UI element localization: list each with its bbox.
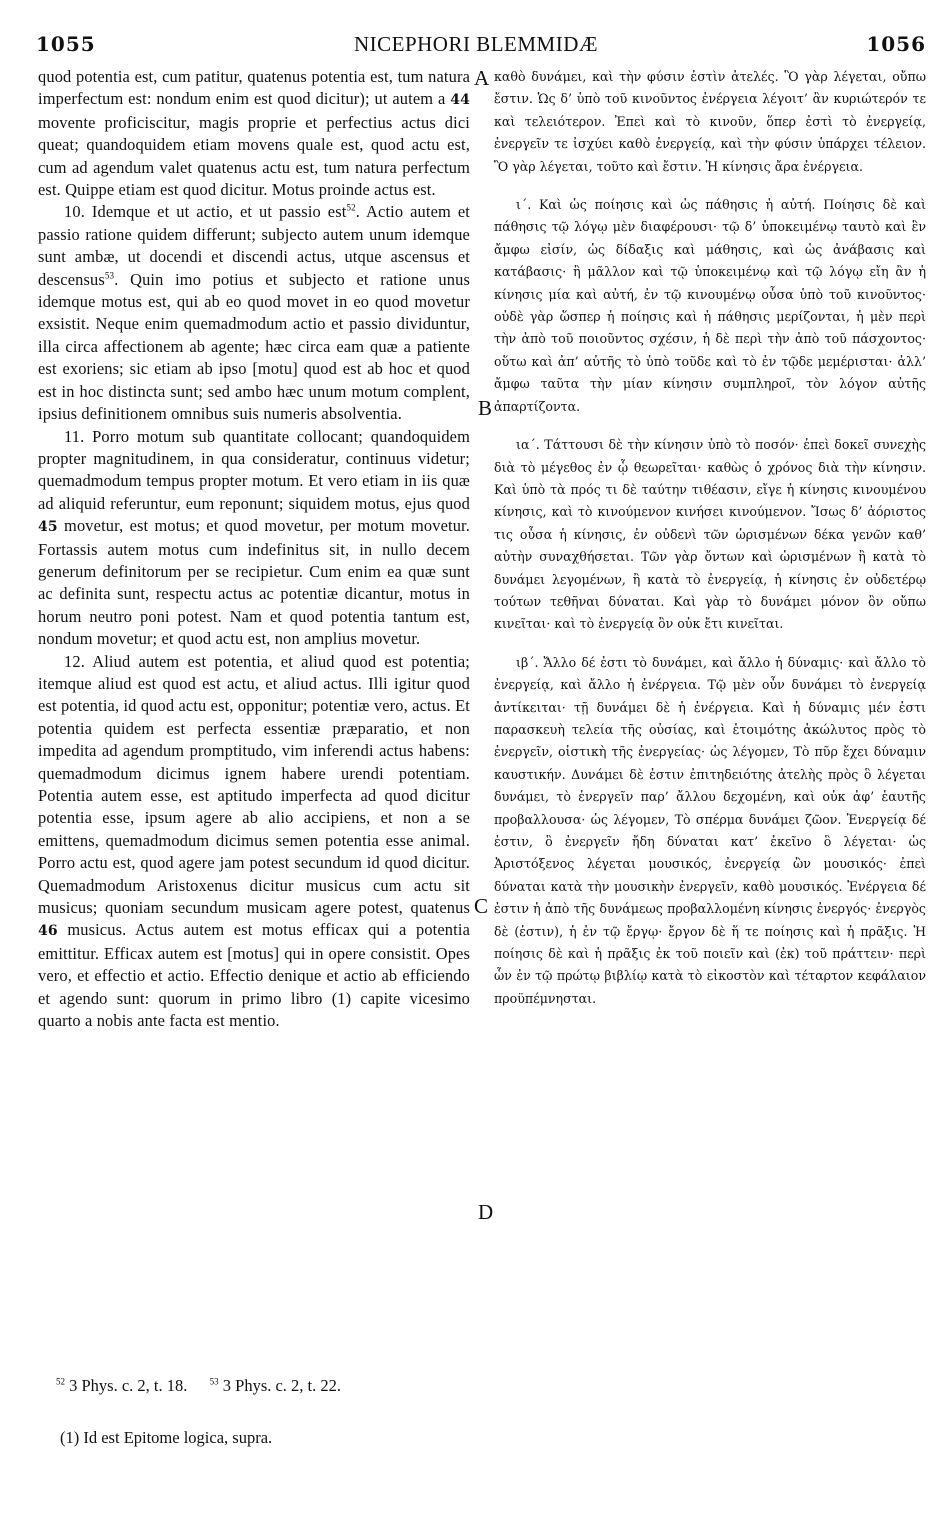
marginal-number-44: 44 <box>450 92 470 109</box>
latin-column <box>38 66 470 1032</box>
footnote-53: 3 Phys. c. 2, t. 22. <box>222 1376 342 1395</box>
running-title: NICEPHORI BLEMMIDÆ <box>353 32 599 56</box>
page-header <box>0 10 952 56</box>
margin-letter-d: D <box>478 1200 494 1224</box>
footnote-ref-53: 53 <box>104 270 115 281</box>
right-page-number: 1056 <box>866 32 926 56</box>
greek-paragraph-10: ι΄. Καὶ ὡς ποίησις καὶ ὡς πάθησις ἡ αὐτή. Ποίησις δὲ καὶ πάθησις τῷ λόγῳ μὲν διαφέρουσι· τῷ δ’ ὑποκειμένῳ ταυτὸ καὶ ἓν ἄμφω εἰσίν, ὡς δίδαξις καὶ μάθησις, καὶ ὡς ἀνάβασις καὶ κατάβασις· ἢ μᾶλλον καὶ τῷ ὑποκειμένῳ καὶ τῷ λόγῳ εἴη ἂν ἡ κίνησις μία καὶ αὐτή, ἐν τῷ κινουμένῳ οὖσα ὑπὸ τοῦ κινοῦντος· οὐδὲ γὰρ ὥσπερ ἡ ποίησις καὶ ἡ πάθησις μερίζονται, ἡ μὲν περὶ τὴν ἀπὸ τοῦ ποιοῦντος σχέσιν, ἡ δὲ περὶ τὴν ἀπὸ τοῦ πάσχοντος· οὕτω καὶ ἀπ’ αὐτῆς τὸ ὑπὸ τοῦδε καὶ τὸ ἐν τῷδε μεμέρισται· ἀλλ’ ἄμφω ταῦτα τὴν μίαν κίνησιν συμπληροῖ, τὸν λόγον αὐτῆς ἀπαρτίζοντα. <box>494 197 926 414</box>
margin-letter-a: A <box>474 66 490 90</box>
footnote-52: 3 Phys. c. 2, t. 18. <box>69 1376 188 1395</box>
footnote-ref-52: 52 <box>346 202 356 213</box>
latin-paragraph-11: 11. Porro motum sub quantitate collocant; quandoquidem propter magnitudinem, in qua consideratur, continuus videtur; quemadmodum tempus propter motum. Et vero etiam in iis quæ ad aliquid referuntur, eum reponunt; siquidem motus, ejus quod 45 movetur, est motus; et quod movetur, per motum movetur. Fortassis autem motus cum indefinitus sit, in nullo decem generum definitorum per se recipietur. Cum enim ea quæ sunt ac definita sunt, respectu actus ac potentiæ dicantur, motus in horum neutro poni potest. Nam et quod potentia tantum est, nondum movetur; et quod actu est, non amplius movetur. <box>38 426 470 649</box>
marginal-number-46: 46 <box>38 923 58 940</box>
greek-column <box>494 66 926 1010</box>
footnotes-phys <box>56 1376 341 1396</box>
latin-paragraph-12: 12. Aliud autem est potentia, et aliud quod est potentia; itemque aliud est quod est actu, et aliud actus. Illi igitur quod est potentia, id quod actu est, opponitur; potentiæ vero, actus. Et potentia quidem est perfecta essentiæ præparatio, et non impedita ad agendum promptitudo, vim inferendi actus habens: quemadmodum dicimus ignem habere urendi potentiam. Potentia autem esse, est aptitudo imperfecta ad quod dicitur potentia esse, ipsum agere ab alio accipiens, et non a se emittens, quemadmodum dicimus semen potentia esse animal. Porro actu est, quod agere jam potest secundum id quod dicitur. Quemadmodum Aristoxenus dicitur musicus cum actu sit musicus; quoniam secundum musicam agere potest, quatenus 46 musicus. Actus autem est motus efficax qui a potentia emittitur. Efficax autem est [motus] qui in opere consistit. Opes vero, et effectio et actio. Effectio denique et actio ab efficiendo et agendo sunt: quorum in primo libro (1) capite vicesimo quarto a nobis ante facta est mentio. <box>38 651 470 1031</box>
margin-letter-b: B <box>478 396 493 420</box>
footnote-mark-52: 52 <box>56 1376 65 1387</box>
latin-paragraph-10: 10. Idemque et ut actio, et ut passio est$^{52}$. Actio autem et passio ratione quidem differunt; subjecto autem unum idemque sunt ambæ, ut docendi et discendi actus, utque ascensus et descensus$^{53}$. Quin imo potius et subjecto et ratione unus idemque motus est, qui ab eo quod movet in eo quod movetur exsistit. Neque enim quemadmodum actio et passio dividuntur, illa circa affectionem ab agente; hæc circa eam quæ a patiente est exoriens; sic etiam ab ipso [motu] quod est ab hoc et quod est in hoc distincta sunt; sed ambo hæc unum motum complent, ipsius definitionem omnibus suis numeris absolventia. <box>38 202 470 424</box>
latin-paragraph-1: quod potentia est, cum patitur, quatenus potentia est, tum natura imperfectum est: nondum enim est quod dicitur); ut autem a 44 movente proficiscitur, magis proprie et perfectius actus dici queat; quandoquidem etiam movens quale est, quod actu est, cum ad agendum valet quatenus actu est, tum natura perfectum est. Quippe etiam est quod dicitur. Motus proinde actus est. <box>38 67 470 200</box>
greek-paragraph-12: ιβ΄. Ἄλλο δέ ἐστι τὸ δυνάμει, καὶ ἄλλο ἡ δύναμις· καὶ ἄλλο τὸ ἐνεργείᾳ, καὶ ἄλλο ἡ ἐνέργεια. Τῷ μὲν οὖν δυνάμει τὸ ἐνεργείᾳ ἀντίκειται· τῇ δυνάμει δὲ ἡ ἐνέργεια. Καὶ ἡ δύναμις μέν ἐστι παρασκευὴ τελεία τῆς οὐσίας, καὶ ἑτοιμότης ἀκώλυτος πρὸς τὸ ἐνεργεῖν, οἰστικὴ τῆς ἐνεργείας· ὡς λέγομεν, Τὸ πῦρ ἔχει δύναμιν καυστικήν. Δυνάμει δὲ ἐστιν ἐπιτηδειότης ἀτελὴς πρὸς ὃ λέγεται δυνάμει, τὸ ἐνεργεῖν παρ’ ἄλλου δεχομένη, καὶ οὐκ ἀφ’ ἑαυτῆς προβαλλουσα· ὡς λέγομεν, Τὸ σπέρμα δυνάμει ζῶον. Ἐνεργείᾳ δέ ἐστιν, ὃ ἐνεργεῖν ἤδη δύναται κατ’ ἐκεῖνο ὃ λέγεται· ὡς Ἀριστόξενος λέγεται μουσικός, ἐνεργείᾳ ὢν μουσικός· ἐπεὶ δύναται κατὰ τὴν μουσικὴν ἐνεργεῖν, καθὸ μουσικός. Ἐνέργεια δέ ἐστιν ἡ ἀπὸ τῆς δυνάμεως προβαλλομένη κίνησις ἐνεργός· ἐνεργὸς δὲ (ἐστιν), ἡ ἐν τῷ ἔργῳ· ἔργον δὲ ἥ τε ποίησις καὶ ἡ πρᾶξις. Ἡ ποίησις δὲ καὶ ἡ πρᾶξις ἐκ τοῦ ποιεῖν καὶ (ἐκ) τοῦ πράττειν· περὶ ὧν ἐν τῷ πρώτῳ βιβλίῳ κατὰ τὸ εἰκοστὸν καὶ τέταρτον κεφάλαιον προϋπέμνησται. <box>494 654 926 1006</box>
footnote-1: (1) Id est Epitome logica, supra. <box>60 1428 273 1447</box>
left-page-number: 1055 <box>36 32 96 56</box>
marginal-number-45: 45 <box>38 519 58 536</box>
greek-paragraph-11: ια΄. Τάττουσι δὲ τὴν κίνησιν ὑπὸ τὸ ποσόν· ἐπεὶ δοκεῖ συνεχὴς διὰ τὸ μέγεθος ἐν ᾧ θεωρεῖται· καθὼς ὁ χρόνος διὰ τὴν κίνησιν. Καὶ ὑπὸ τὰ πρός τι δὲ ταύτην τιθέασιν, εἴγε ἡ κίνησις κινουμένου κίνησις, καὶ τὸ κινούμενον κινήσει κινούμενον. Ἴσως δ’ ἀόριστος τις οὖσα ἡ κίνησις, ἐν οὐδενὶ τῶν ὡρισμένων δέκα γενῶν καθ’ αὑτὴν συναχθήσεται. Τῶν γὰρ ὄντων καὶ ὡρισμένων ἢ κατὰ τὸ δυνάμει λεγομένων, ἢ κατὰ τὸ ἐνεργείᾳ, ἡ κίνησις ἐν οὐδετέρῳ τούτων τεθῆναι δύναται. Καὶ γὰρ τὸ δυνάμει μόνον ὂν οὔπω κινεῖται· καὶ τὸ ἐνεργείᾳ ὂν οὐκ ἔτι κινεῖται. <box>494 437 926 632</box>
margin-letter-c: C <box>474 894 489 918</box>
greek-paragraph-1: καθὸ δυνάμει, καὶ τὴν φύσιν ἐστὶν ἀτελές. Ὃ γὰρ λέγεται, οὔπω ἔστιν. Ὡς δ’ ὑπὸ τοῦ κινοῦντος ἐνέργεια λέγοιτ’ ἂν κυριώτερόν τε καὶ τελειότερον. Ἐπεὶ καὶ τὸ κινοῦν, ὅπερ ἐστὶ τὸ ἐνεργείᾳ, ἐνεργεῖν τε ἰσχύει καθὸ ἐνεργείᾳ, καὶ τὴν φύσιν ὑπάρχει τέλειον. Ὃ γὰρ λέγεται, τοῦτο καὶ ἔστιν. Ἡ κίνησις ἄρα ἐνέργεια. <box>494 69 926 174</box>
footnote-mark-53: 53 <box>209 1376 219 1387</box>
